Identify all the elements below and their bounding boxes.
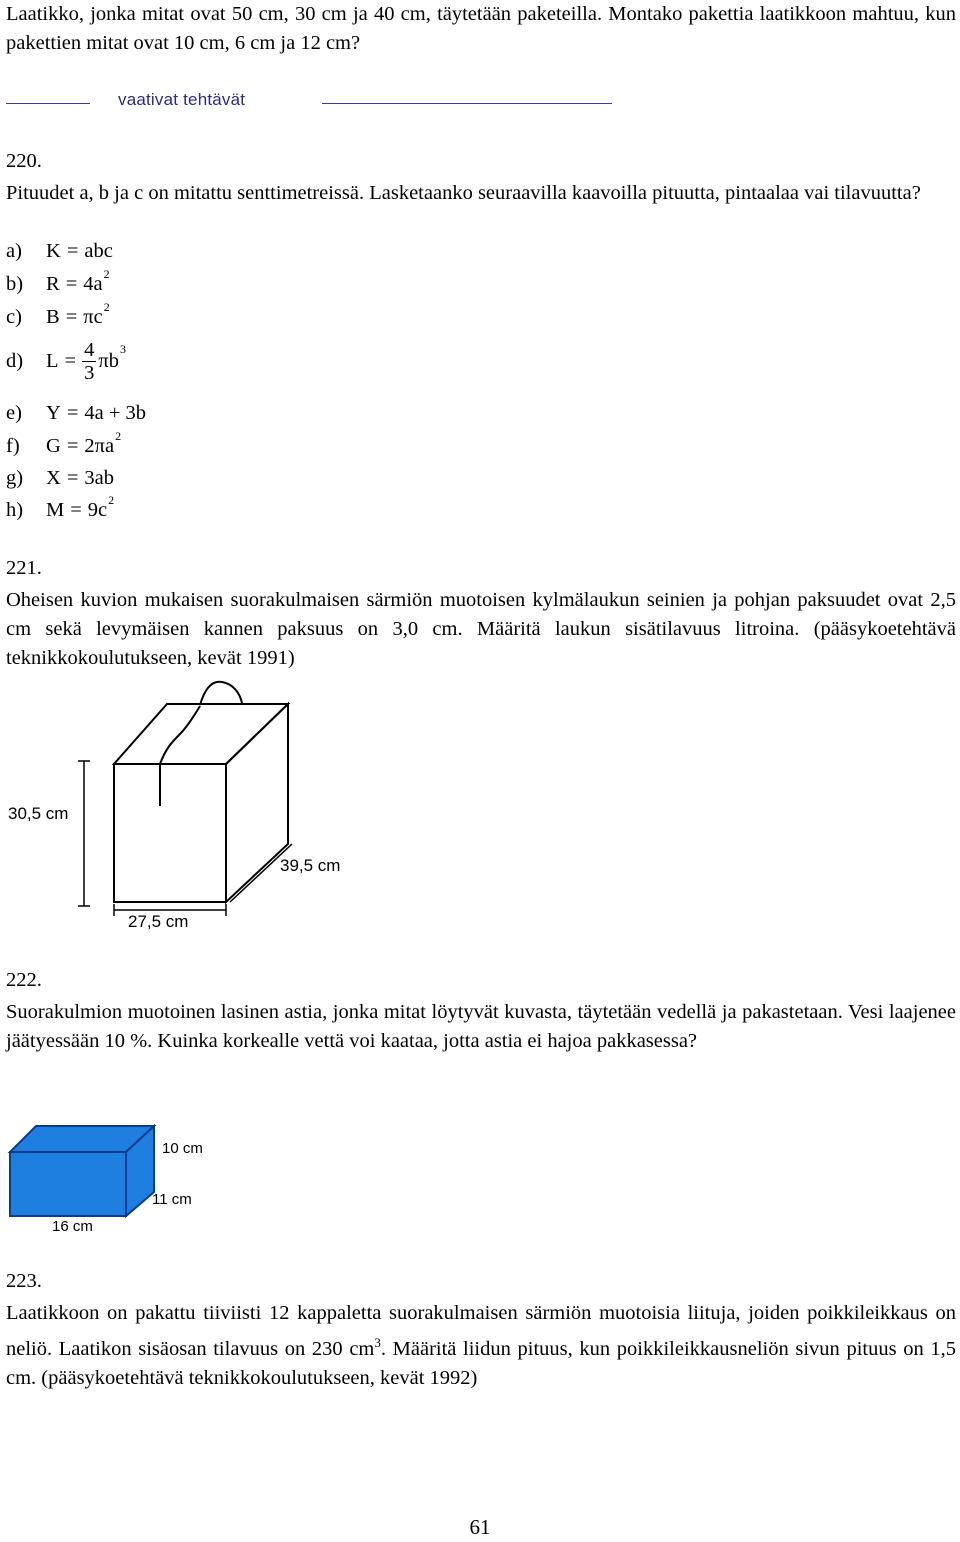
formula-b — [6, 267, 110, 299]
container-height-label: 10 cm — [162, 1140, 203, 1157]
equals-sign: = — [66, 467, 79, 489]
formula-exponent: 2 — [103, 267, 110, 281]
problem-220-number: 220. — [6, 150, 42, 172]
strap-line — [160, 706, 200, 806]
formula-rhs: 4a — [83, 273, 103, 295]
formula-c — [6, 300, 110, 332]
formula-a — [6, 240, 113, 266]
formula-rhs: abc — [84, 240, 113, 262]
formula-lhs: G — [46, 435, 61, 457]
box-side-face — [226, 704, 288, 902]
formula-lhs: Y — [46, 402, 61, 424]
banner-line-left — [6, 103, 90, 104]
container-width-label: 16 cm — [52, 1218, 93, 1235]
glass-container-drawing — [0, 1112, 260, 1244]
equals-sign: = — [66, 402, 79, 424]
problem-221-body: Oheisen kuvion mukaisen suorakulmaisen särmiön muotoisen kylmälaukun seinien ja pohjan paksuudet ovat 2,5 cm sekä levymäisen kannen paksuus on 3,0 cm. Määritä laukun sisätilavuus litroina. (pääsykoetehtävä teknikkokoulutukseen, kevät 1991) — [6, 589, 956, 669]
container-front-face — [10, 1152, 126, 1216]
formula-lhs: L — [46, 350, 59, 372]
depth-label: 39,5 cm — [280, 856, 341, 875]
problem-223-text — [6, 1299, 956, 1393]
formula-rhs: 2πa — [84, 435, 115, 457]
formula-lhs: X — [46, 467, 61, 489]
problem-223-body-b: . Määritä liidun pituus, kun poikkileikkausneliön sivun pituus on 1,5 cm. (pääsykoetehtävä teknikkokoulutukseen, kevät 1992) — [6, 1337, 956, 1389]
problem-223-body-a: Laatikkoon on pakattu tiiviisti 12 kappaletta suorakulmaisen särmiön muotoisia liituja, joiden poikkileikkaus on neliö. Laatikon sisäosan tilavuus on 230 cm — [6, 1302, 956, 1360]
formula-lhs: R — [46, 273, 60, 295]
problem-223-number: 223. — [6, 1270, 42, 1292]
intro-paragraph — [6, 0, 956, 58]
handle-curve — [200, 682, 242, 705]
equals-sign: = — [66, 435, 79, 457]
formula-g — [6, 467, 114, 493]
formula-label: f) — [6, 435, 20, 457]
box-front-face — [114, 764, 226, 902]
formula-e — [6, 402, 146, 428]
fraction — [82, 339, 96, 384]
box-top-face — [114, 704, 288, 764]
formula-f — [6, 429, 122, 461]
fraction-denominator: 3 — [84, 362, 95, 384]
problem-222-number: 222. — [6, 969, 42, 991]
volume-unit-exponent: 3 — [374, 1335, 381, 1350]
fraction-numerator: 4 — [84, 339, 95, 361]
formula-label: e) — [6, 402, 22, 424]
section-label: vaativat tehtävät — [118, 90, 246, 109]
equals-sign: = — [70, 499, 82, 521]
formula-exponent: 2 — [115, 429, 122, 443]
formula-label: g) — [6, 467, 24, 489]
formula-label: h) — [6, 499, 24, 521]
problem-221-number: 221. — [6, 557, 42, 579]
equals-sign: = — [66, 240, 79, 262]
width-label: 27,5 cm — [128, 912, 189, 931]
height-label: 30,5 cm — [8, 804, 69, 823]
formula-lhs: M — [46, 499, 65, 521]
formula-rhs: 3ab — [84, 467, 114, 489]
formula-exponent: 2 — [103, 300, 110, 314]
cooler-box-figure — [0, 676, 400, 944]
formula-label: d) — [6, 350, 24, 372]
formula-rhs: πc — [83, 306, 103, 328]
equals-sign: = — [65, 273, 78, 295]
glass-container-figure — [0, 1112, 260, 1244]
problem-221-text — [6, 586, 956, 673]
formula-exponent: 3 — [119, 342, 126, 356]
equals-sign: = — [65, 306, 78, 328]
formula-h — [6, 493, 115, 525]
formula-label: c) — [6, 306, 22, 328]
banner-line-right — [322, 103, 612, 104]
section-banner — [6, 90, 616, 114]
formula-lhs: B — [46, 306, 60, 328]
formula-rhs: 9c — [87, 499, 108, 521]
formula-rhs: 4a + 3b — [84, 402, 147, 424]
formula-d — [6, 339, 126, 393]
formula-label: b) — [6, 273, 24, 295]
formula-lhs: K — [46, 240, 61, 262]
container-depth-label: 11 cm — [152, 1191, 192, 1208]
formula-exponent: 2 — [108, 493, 115, 507]
page-number: 61 — [469, 1515, 491, 1539]
problem-222-text — [6, 998, 956, 1056]
problem-220-body: Pituudet a, b ja c on mitattu senttimetreissä. Lasketaanko seuraavilla kaavoilla pituutta, pintaalaa vai tilavuutta? — [6, 182, 921, 204]
formula-rhs: πb — [98, 350, 119, 372]
problem-220-text — [6, 179, 956, 208]
equals-sign: = — [64, 350, 77, 372]
intro-text: Laatikko, jonka mitat ovat 50 cm, 30 cm ja 40 cm, täytetään paketeilla. Montako pakettia laatikkoon mahtuu, kun pakettien mitat ovat 10 cm, 6 cm ja 12 cm? — [6, 3, 956, 54]
formula-label: a) — [6, 240, 22, 262]
problem-222-body: Suorakulmion muotoinen lasinen astia, jonka mitat löytyvät kuvasta, täytetään vedellä ja pakastetaan. Vesi laajenee jäätyessään 10 %. Kuinka korkealle vettä voi kaataa, jotta astia ei hajoa pakkasessa? — [6, 1001, 956, 1052]
